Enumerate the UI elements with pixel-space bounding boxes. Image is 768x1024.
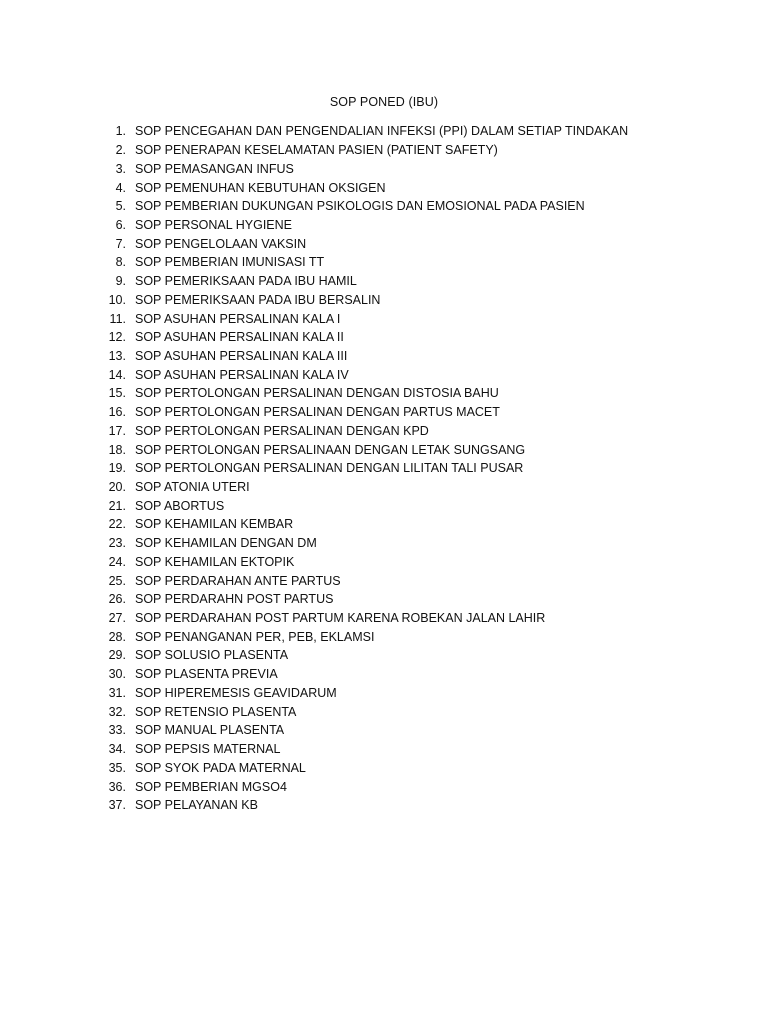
list-item-number: 12. [108, 330, 126, 345]
list-item-text: SOP ASUHAN PERSALINAN KALA IV [135, 367, 349, 382]
list-item-text: SOP SYOK PADA MATERNAL [135, 760, 306, 775]
list-item-text: SOP PEMBERIAN MGSO4 [135, 779, 287, 794]
list-item-text: SOP PERTOLONGAN PERSALINAN DENGAN DISTOSIA BAHU [135, 386, 499, 401]
list-item-text: SOP PEPSIS MATERNAL [135, 742, 281, 757]
list-item-number: 16. [108, 405, 126, 420]
list-item-number: 9. [115, 274, 126, 289]
list-item-number: 1. [115, 124, 126, 139]
list-item-number: 29. [108, 648, 126, 663]
list-item [104, 290, 628, 309]
list-item-number: 27. [108, 611, 126, 626]
list-item [104, 384, 628, 403]
list-item-text: SOP PERDARAHAN POST PARTUM KARENA ROBEKAN JALAN LAHIR [135, 611, 546, 626]
list-item [104, 684, 628, 703]
list-item [104, 553, 628, 572]
list-item [104, 534, 628, 553]
list-item-number: 37. [108, 798, 126, 813]
list-item-number: 31. [108, 685, 126, 700]
list-item-number: 30. [108, 667, 126, 682]
list-item [104, 328, 628, 347]
list-item-text: SOP ASUHAN PERSALINAN KALA III [135, 348, 348, 363]
list-item-text: SOP HIPEREMESIS GEAVIDARUM [135, 685, 337, 700]
list-item [104, 197, 628, 216]
list-item-number: 18. [108, 442, 126, 457]
list-item-number: 22. [108, 517, 126, 532]
list-item-text: SOP ATONIA UTERI [135, 480, 250, 495]
list-item [104, 627, 628, 646]
list-item-text: SOP ABORTUS [135, 498, 225, 513]
list-item [104, 309, 628, 328]
list-item-text: SOP PERTOLONGAN PERSALINAN DENGAN PARTUS MACET [135, 405, 500, 420]
list-item-number: 8. [115, 255, 126, 270]
list-item-number: 35. [108, 760, 126, 775]
list-item-text: SOP KEHAMILAN EKTOPIK [135, 554, 295, 569]
list-item [104, 777, 628, 796]
list-item [104, 758, 628, 777]
list-item [104, 234, 628, 253]
list-item-text: SOP PENERAPAN KESELAMATAN PASIEN (PATIENT SAFETY) [135, 143, 498, 158]
list-item [104, 571, 628, 590]
list-item-number: 36. [108, 779, 126, 794]
list-item-text: SOP PERTOLONGAN PERSALINAAN DENGAN LETAK SUNGSANG [135, 442, 526, 457]
list-item [104, 665, 628, 684]
list-item [104, 403, 628, 422]
list-item [104, 422, 628, 441]
list-item-text: SOP PEMERIKSAAN PADA IBU HAMIL [135, 274, 357, 289]
list-item-number: 5. [115, 199, 126, 214]
list-item-number: 2. [115, 143, 126, 158]
list-item-text: SOP SOLUSIO PLASENTA [135, 648, 289, 663]
list-item-text: SOP KEHAMILAN DENGAN DM [135, 536, 317, 551]
list-item-text: SOP PEMBERIAN DUKUNGAN PSIKOLOGIS DAN EMOSIONAL PADA PASIEN [135, 199, 585, 214]
list-item [104, 159, 628, 178]
list-item [104, 496, 628, 515]
list-item-text: SOP PLASENTA PREVIA [135, 667, 278, 682]
list-item-text: SOP ASUHAN PERSALINAN KALA I [135, 311, 341, 326]
list-item [104, 609, 628, 628]
list-item [104, 721, 628, 740]
list-item-number: 28. [108, 629, 126, 644]
list-item-number: 17. [108, 423, 126, 438]
list-item-number: 14. [108, 367, 126, 382]
list-item [104, 646, 628, 665]
list-item-text: SOP PERTOLONGAN PERSALINAN DENGAN KPD [135, 423, 429, 438]
list-item [104, 515, 628, 534]
list-item-number: 7. [115, 236, 126, 251]
list-item-text: SOP PEMBERIAN IMUNISASI TT [135, 255, 325, 270]
list-item-text: SOP PEMASANGAN INFUS [135, 161, 294, 176]
list-item [104, 253, 628, 272]
list-item-number: 33. [108, 723, 126, 738]
list-item-number: 4. [115, 180, 126, 195]
list-item [104, 272, 628, 291]
list-item-number: 21. [108, 498, 126, 513]
sop-list [104, 122, 628, 815]
list-item-number: 25. [108, 573, 126, 588]
list-item-number: 19. [108, 461, 126, 476]
list-item [104, 702, 628, 721]
list-item-number: 10. [108, 292, 126, 307]
list-item [104, 141, 628, 160]
list-item [104, 590, 628, 609]
list-item-number: 34. [108, 742, 126, 757]
list-item-text: SOP PERDARAHAN ANTE PARTUS [135, 573, 341, 588]
list-item-number: 6. [115, 217, 126, 232]
list-item [104, 216, 628, 235]
list-item-number: 23. [108, 536, 126, 551]
list-item-text: SOP PERSONAL HYGIENE [135, 217, 292, 232]
list-item-text: SOP ASUHAN PERSALINAN KALA II [135, 330, 344, 345]
list-item [104, 347, 628, 366]
list-item-text: SOP RETENSIO PLASENTA [135, 704, 297, 719]
list-item-number: 15. [108, 386, 126, 401]
document-title: SOP PONED (IBU) [329, 95, 439, 109]
list-item [104, 365, 628, 384]
list-item-text: SOP KEHAMILAN KEMBAR [135, 517, 294, 532]
list-item-number: 24. [108, 554, 126, 569]
list-item-number: 26. [108, 592, 126, 607]
list-item [104, 440, 628, 459]
list-item-number: 13. [108, 348, 126, 363]
list-item-text: SOP PEMERIKSAAN PADA IBU BERSALIN [135, 292, 381, 307]
list-item-number: 11. [109, 311, 126, 326]
list-item-text: SOP PERTOLONGAN PERSALINAN DENGAN LILITAN TALI PUSAR [135, 461, 524, 476]
list-item-text: SOP PENCEGAHAN DAN PENGENDALIAN INFEKSI (PPI) DALAM SETIAP TINDAKAN [135, 124, 629, 139]
list-item [104, 178, 628, 197]
list-item [104, 478, 628, 497]
list-item [104, 122, 628, 141]
list-item [104, 740, 628, 759]
list-item-text: SOP MANUAL PLASENTA [135, 723, 285, 738]
list-item-text: SOP PENANGANAN PER, PEB, EKLAMSI [135, 629, 375, 644]
list-item-text: SOP PERDARAHN POST PARTUS [135, 592, 334, 607]
list-item [104, 459, 628, 478]
list-item [104, 796, 628, 815]
list-item-number: 32. [108, 704, 126, 719]
list-item-text: SOP PELAYANAN KB [135, 798, 258, 813]
list-item-text: SOP PENGELOLAAN VAKSIN [135, 236, 307, 251]
list-item-number: 20. [108, 480, 126, 495]
list-item-number: 3. [115, 161, 126, 176]
list-item-text: SOP PEMENUHAN KEBUTUHAN OKSIGEN [135, 180, 386, 195]
